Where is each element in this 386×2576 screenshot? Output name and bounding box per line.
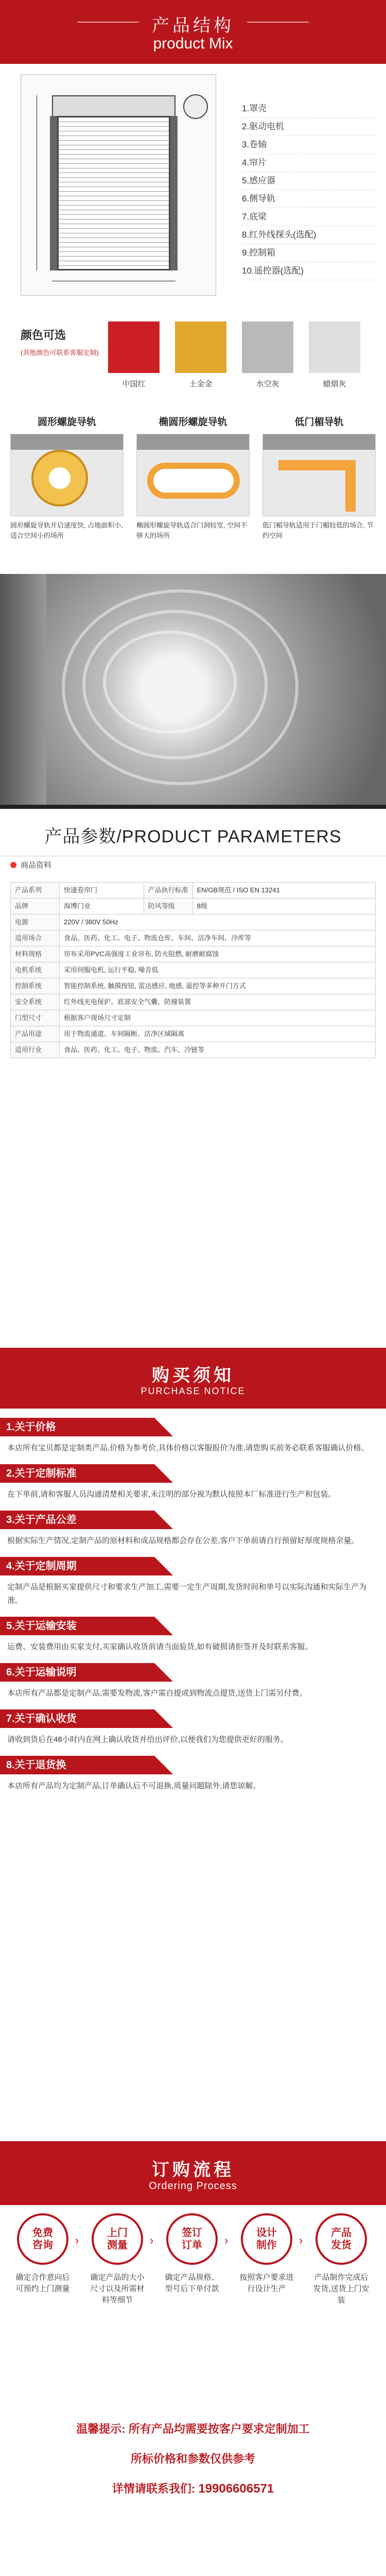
order-step-label: 免费 咨询 — [17, 2213, 68, 2265]
color-note: (其他颜色可联系客服定制) — [21, 349, 99, 357]
notice-item — [0, 1617, 386, 1654]
notice-item-body: 在下单前,请和客服人员沟通清楚相关要求,未注明的部分视为默认按照本厂标准进行生产和包装。 — [7, 1490, 336, 1499]
dot-icon — [10, 862, 16, 868]
param-key: 控制系统 — [11, 978, 60, 994]
notice-item-title: 5.关于运输安装 — [0, 1617, 154, 1635]
param-value: 海博门业 — [60, 899, 144, 914]
order-step — [313, 2213, 370, 2306]
notice-item-title: 6.关于运输说明 — [0, 1663, 154, 1682]
rail-title: 椭圆形螺旋导轨 — [159, 417, 227, 428]
rail-card — [10, 414, 124, 569]
part-item: 4.帘片 — [242, 154, 376, 172]
param-value: 8级 — [192, 899, 375, 914]
motor-icon — [183, 94, 208, 119]
order-step-desc: 产品制作完成后发货,送货上门安装 — [313, 2273, 370, 2304]
footer-tip: 所标价格和参数仅供参考 — [130, 2452, 255, 2465]
param-value: 采用伺服电机, 运行平稳, 噪音低 — [60, 962, 376, 978]
param-key: 防风等级 — [144, 899, 192, 914]
order-header — [0, 2141, 386, 2205]
rail-title: 低门楣导轨 — [294, 417, 344, 428]
color-label: 颜色可选 — [21, 329, 66, 342]
param-key: 电机系统 — [11, 962, 60, 978]
param-value: 食品、医药、化工、电子、物流、汽车、冷链等 — [60, 1042, 376, 1058]
param-key: 产品用途 — [11, 1026, 60, 1042]
part-item: 8.红外线探头(选配) — [242, 226, 376, 244]
table-row — [11, 914, 376, 930]
color-swatch-gold[interactable] — [175, 321, 226, 373]
notice-item-title: 2.关于定制标准 — [0, 1464, 154, 1483]
param-key: 适用行业 — [11, 1042, 60, 1058]
notice-list — [0, 1418, 386, 1802]
table-row — [11, 994, 376, 1010]
param-value: 220V / 380V 50Hz — [60, 914, 376, 930]
rail-image — [10, 434, 124, 516]
notice-item-title: 3.关于产品公差 — [0, 1511, 154, 1529]
footer-contact-label: 详情请联系我们: — [112, 2482, 196, 2495]
door-diagram — [21, 74, 216, 296]
rail-card — [136, 414, 250, 569]
divider — [0, 805, 386, 809]
notice-header — [0, 1348, 386, 1409]
param-value: EN/GB规范 / ISO EN 13241 — [192, 883, 375, 899]
notice-item-title: 4.关于定制周期 — [0, 1557, 154, 1575]
notice-item — [0, 1709, 386, 1747]
table-row — [11, 899, 376, 914]
params-tab[interactable] — [10, 859, 51, 870]
side-rail-left — [50, 116, 57, 270]
order-step-label: 上门 测量 — [92, 2213, 143, 2265]
notice-item-body: 请收到货后在48小时内在网上确认收货并给出评价,以便我们为您提供更好的服务。 — [7, 1735, 288, 1744]
product-photo — [0, 574, 386, 805]
color-swatch-red[interactable] — [108, 321, 160, 373]
notice-item — [0, 1418, 386, 1455]
arrow-right-icon: › — [224, 2234, 229, 2247]
notice-item — [0, 1557, 386, 1607]
rail-description: 低门楣导轨适用于门楣较低的场合, 节约空间 — [262, 521, 374, 539]
structure-diagram-section — [0, 64, 386, 306]
notice-item — [0, 1464, 386, 1501]
structure-header — [0, 0, 386, 64]
table-row — [11, 962, 376, 978]
arrow-right-icon: › — [75, 2234, 79, 2247]
guide-rails-section — [0, 409, 386, 574]
part-item: 9.控制箱 — [242, 244, 376, 262]
rail-title: 圆形螺旋导轨 — [37, 417, 96, 428]
notice-item — [0, 1663, 386, 1700]
footer — [0, 2409, 386, 2576]
parts-list — [242, 100, 376, 280]
swatch-label: 土金金 — [189, 380, 213, 388]
table-row — [11, 1026, 376, 1042]
part-item: 1.罩壳 — [242, 100, 376, 118]
part-item: 10.遥控器(选配) — [242, 262, 376, 280]
notice-item — [0, 1511, 386, 1548]
rail-image — [262, 434, 376, 516]
arrow-right-icon: › — [299, 2234, 303, 2247]
params-title: 产品参数/PRODUCT PARAMETERS — [44, 827, 342, 846]
part-item: 2.驱动电机 — [242, 118, 376, 136]
order-step-label: 产品 发货 — [315, 2213, 367, 2265]
order-step-label: 设计 制作 — [241, 2213, 292, 2265]
param-key: 材料规格 — [11, 946, 60, 962]
param-key: 安全系统 — [11, 994, 60, 1010]
arrow-right-icon: › — [150, 2234, 154, 2247]
color-swatch-gray[interactable] — [242, 321, 293, 373]
footer-tip: 温馨提示: 所有产品均需要按客户要求定制加工 — [76, 2422, 310, 2435]
notice-title: 购买须知 — [152, 1366, 234, 1385]
phone-number[interactable]: 19906606571 — [198, 2482, 274, 2496]
param-key: 适用场合 — [11, 930, 60, 946]
notice-item-body: 根据实际生产情况,定制产品的原材料和成品规格都会存在公差,客户下单前请自行预留好厚度规格余量。 — [7, 1536, 359, 1545]
table-row — [11, 930, 376, 946]
param-key: 门型尺寸 — [11, 1010, 60, 1026]
table-row — [11, 978, 376, 994]
order-subtitle: Ordering Process — [149, 2180, 237, 2192]
param-value: 用于物流通道、车间隔断、洁净区域隔离 — [60, 1026, 376, 1042]
part-item: 6.侧导轨 — [242, 190, 376, 208]
notice-item-body: 本店所有产品都是定制产品,需要发物流,客户需自提或到物流点提货,送货上门需另付费。 — [7, 1689, 307, 1698]
param-value: 快速卷帘门 — [60, 883, 144, 899]
photo-detail — [62, 589, 299, 785]
param-value: 帘布采用PVC高强度工业帘布, 防火阻燃, 耐磨耐腐蚀 — [60, 946, 376, 962]
params-header — [0, 805, 386, 856]
rail-description: 椭圆形螺旋导轨适合门洞较宽, 空间不够大的场所 — [136, 521, 248, 539]
table-row — [11, 1010, 376, 1026]
notice-item-body: 本店所有宝贝都是定制类产品,价格为参考价,具体价格以客服报价为准,请您购买前务必联系客服确认价格。 — [7, 1444, 369, 1452]
param-value: 根据客户现场尺寸定制 — [60, 1010, 376, 1026]
swatch-label: 中国红 — [122, 380, 146, 388]
notice-item-title: 1.关于价格 — [0, 1418, 154, 1436]
rail-card — [262, 414, 376, 569]
order-step-desc: 确定产品的大小尺寸以及所需材料等细节 — [90, 2273, 145, 2304]
structure-subtitle: product Mix — [153, 35, 233, 52]
param-value: 食品、医药、化工、电子、物流仓库、车间、洁净车间、冷库等 — [60, 930, 376, 946]
rail-description: 圆形螺旋导轨开启速度快, 占地面积小, 适合空间小的场所 — [10, 521, 123, 539]
door-curtain — [57, 116, 170, 270]
table-row — [11, 946, 376, 962]
footer-contact — [0, 2479, 386, 2499]
order-step-label: 签订 订单 — [166, 2213, 218, 2265]
part-item: 3.卷轴 — [242, 136, 376, 154]
side-rail-right — [170, 116, 178, 270]
order-title: 订购流程 — [152, 2160, 234, 2180]
param-key: 品牌 — [11, 899, 60, 914]
param-key: 电源 — [11, 914, 60, 930]
part-item: 5.感应器 — [242, 172, 376, 190]
photo-frame — [0, 574, 46, 805]
notice-item-title: 8.关于退货换 — [0, 1756, 154, 1774]
param-key: 产品系列 — [11, 883, 60, 899]
params-tab-label: 商品资料 — [21, 861, 52, 870]
swatch-label: 水空灰 — [256, 380, 279, 388]
notice-item-body: 运费、安装费用由买家支付,买家确认收货前请当面验货,如有破损请拒签并及时联系客服。 — [7, 1642, 313, 1651]
notice-item-body: 本店所有产品均为定制产品,订单确认后不可退换,质量问题除外,请您谅解。 — [7, 1782, 261, 1790]
table-row — [11, 883, 376, 899]
notice-subtitle: PURCHASE NOTICE — [141, 1386, 245, 1396]
color-swatch-light-gray[interactable] — [309, 321, 360, 373]
order-step — [238, 2213, 295, 2295]
order-step — [89, 2213, 146, 2306]
order-step-desc: 确定产品规格、型号后下单付款 — [165, 2273, 219, 2293]
swatch-label: 蜡烟灰 — [323, 380, 346, 388]
order-step — [14, 2213, 71, 2295]
notice-item-title: 7.关于确认收货 — [0, 1709, 154, 1728]
param-key: 产品执行标准 — [144, 883, 192, 899]
table-row — [11, 1042, 376, 1058]
param-value: 智能控制系统, 触摸按钮, 雷达感应, 地感, 遥控等多种开门方式 — [60, 978, 376, 994]
part-item: 7.底梁 — [242, 208, 376, 226]
order-step-desc: 确定合作意向后可预约上门测量 — [15, 2273, 70, 2293]
notice-item — [0, 1756, 386, 1793]
param-value: 红外线光电保护、底部安全气囊、防撞装置 — [60, 994, 376, 1010]
order-step — [164, 2213, 220, 2295]
rail-image — [136, 434, 250, 516]
params-table — [10, 882, 376, 1058]
color-options-section — [0, 306, 386, 409]
order-step-desc: 按照客户要求进行设计生产 — [239, 2273, 294, 2293]
structure-title: 产品结构 — [152, 16, 234, 36]
order-steps — [0, 2213, 386, 2399]
door-housing — [52, 95, 176, 117]
notice-item-body: 定制产品是根据买家提供尺寸和要求生产加工,需要一定生产周期,发货时间和单号以实际沟通和实际生产为准。 — [7, 1583, 367, 1605]
